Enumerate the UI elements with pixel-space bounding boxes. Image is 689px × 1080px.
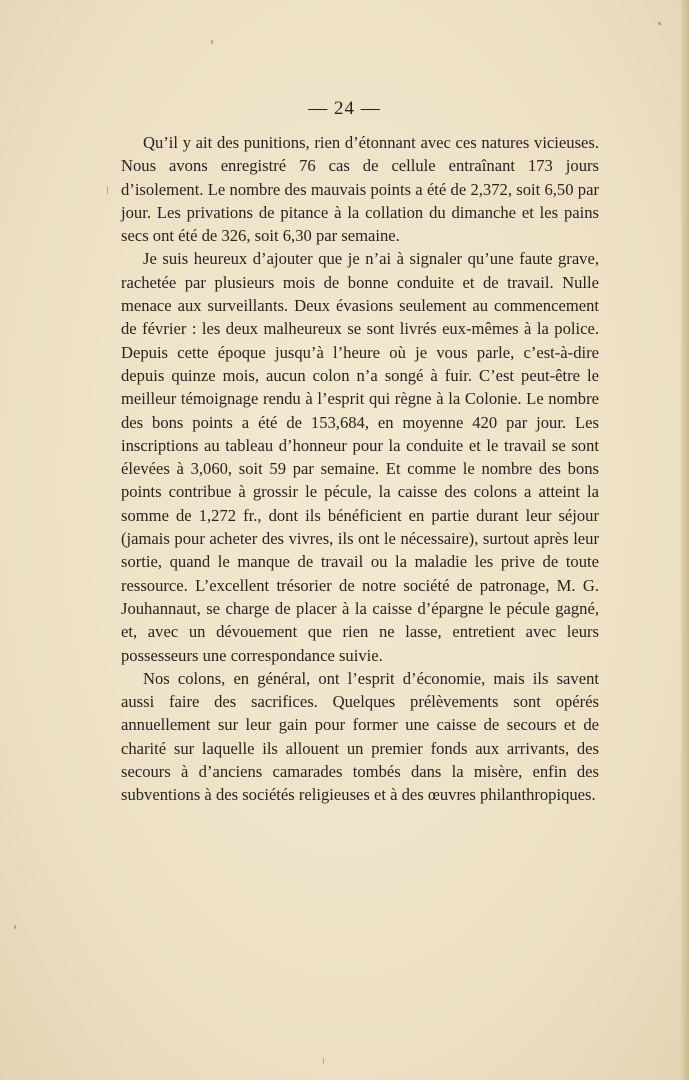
paragraph-economy: Nos colons, en général, ont l’esprit d’économie, mais ils savent aussi faire des sacrifices. Quelques prélèvements sont opérés annuellement sur leur gain pour former une caisse de secours et de charité sur laquelle ils allouent un premier fonds aux arrivants, des secours à d’anciens camarades tombés dans la misère, enfin des subventions à des sociétés religieuses et à des œuvres philanthropiques.	[121, 668, 599, 805]
page-edge-shadow	[681, 0, 689, 1080]
paragraph-conduct: Je suis heureux d’ajouter que je n’ai à signaler qu’une faute grave, rachetée par plusieurs mois de bonne conduite et de travail. Nulle menace aux surveillants. Deux évasions seulement au commencement de février : les deux malheureux se sont livrés eux-mêmes à la police. Depuis cette époque jusqu’à l’heure où je vous parle, c’est-à-dire depuis quinze mois, aucun colon n’a songé à fuir. C’est peut-être le meilleur témoignage rendu à l’esprit qui règne à la Colonie. Le nombre des bons points a été de 153,684, en moyenne 420 par jour. Les inscriptions au tableau d’honneur pour la conduite et le travail se sont élevées à 3,060, soit 59 par semaine. Et comme le nombre des bons points contribue à grossir le pécule, la caisse des colons a atteint la somme de 1,272 fr., dont ils bénéficient en partie durant leur séjour (jamais pour acheter des vivres, ils ont le nécessaire), surtout après leur sortie, quand le manque de travail ou la maladie les prive de toute ressource. L’excellent trésorier de notre société de patronage, M. G. Jouhannaut, se charge de placer à la caisse d’épargne le pécule gagné, et, avec un dévouement que rien ne lasse, entretient avec leurs possesseurs une correspondance suivie.	[121, 249, 599, 665]
page-number: — 24 —	[308, 98, 381, 119]
body-text	[121, 131, 599, 807]
paper-speck	[107, 186, 108, 194]
paper-speck	[14, 925, 16, 929]
paragraph-punishments: Qu’il y ait des punitions, rien d’étonnant avec ces natures vicieuses. Nous avons enregistré 76 cas de cellule entraînant 173 jours d’isolement. Le nombre des mauvais points a été de 2,372, soit 6,50 par jour. Les privations de pitance à la collation du dimanche et les pains secs ont été de 326, soit 6,30 par semaine.	[121, 133, 599, 246]
paper-speck	[211, 40, 213, 44]
paper-speck	[658, 22, 661, 25]
paper-speck	[323, 1058, 324, 1064]
